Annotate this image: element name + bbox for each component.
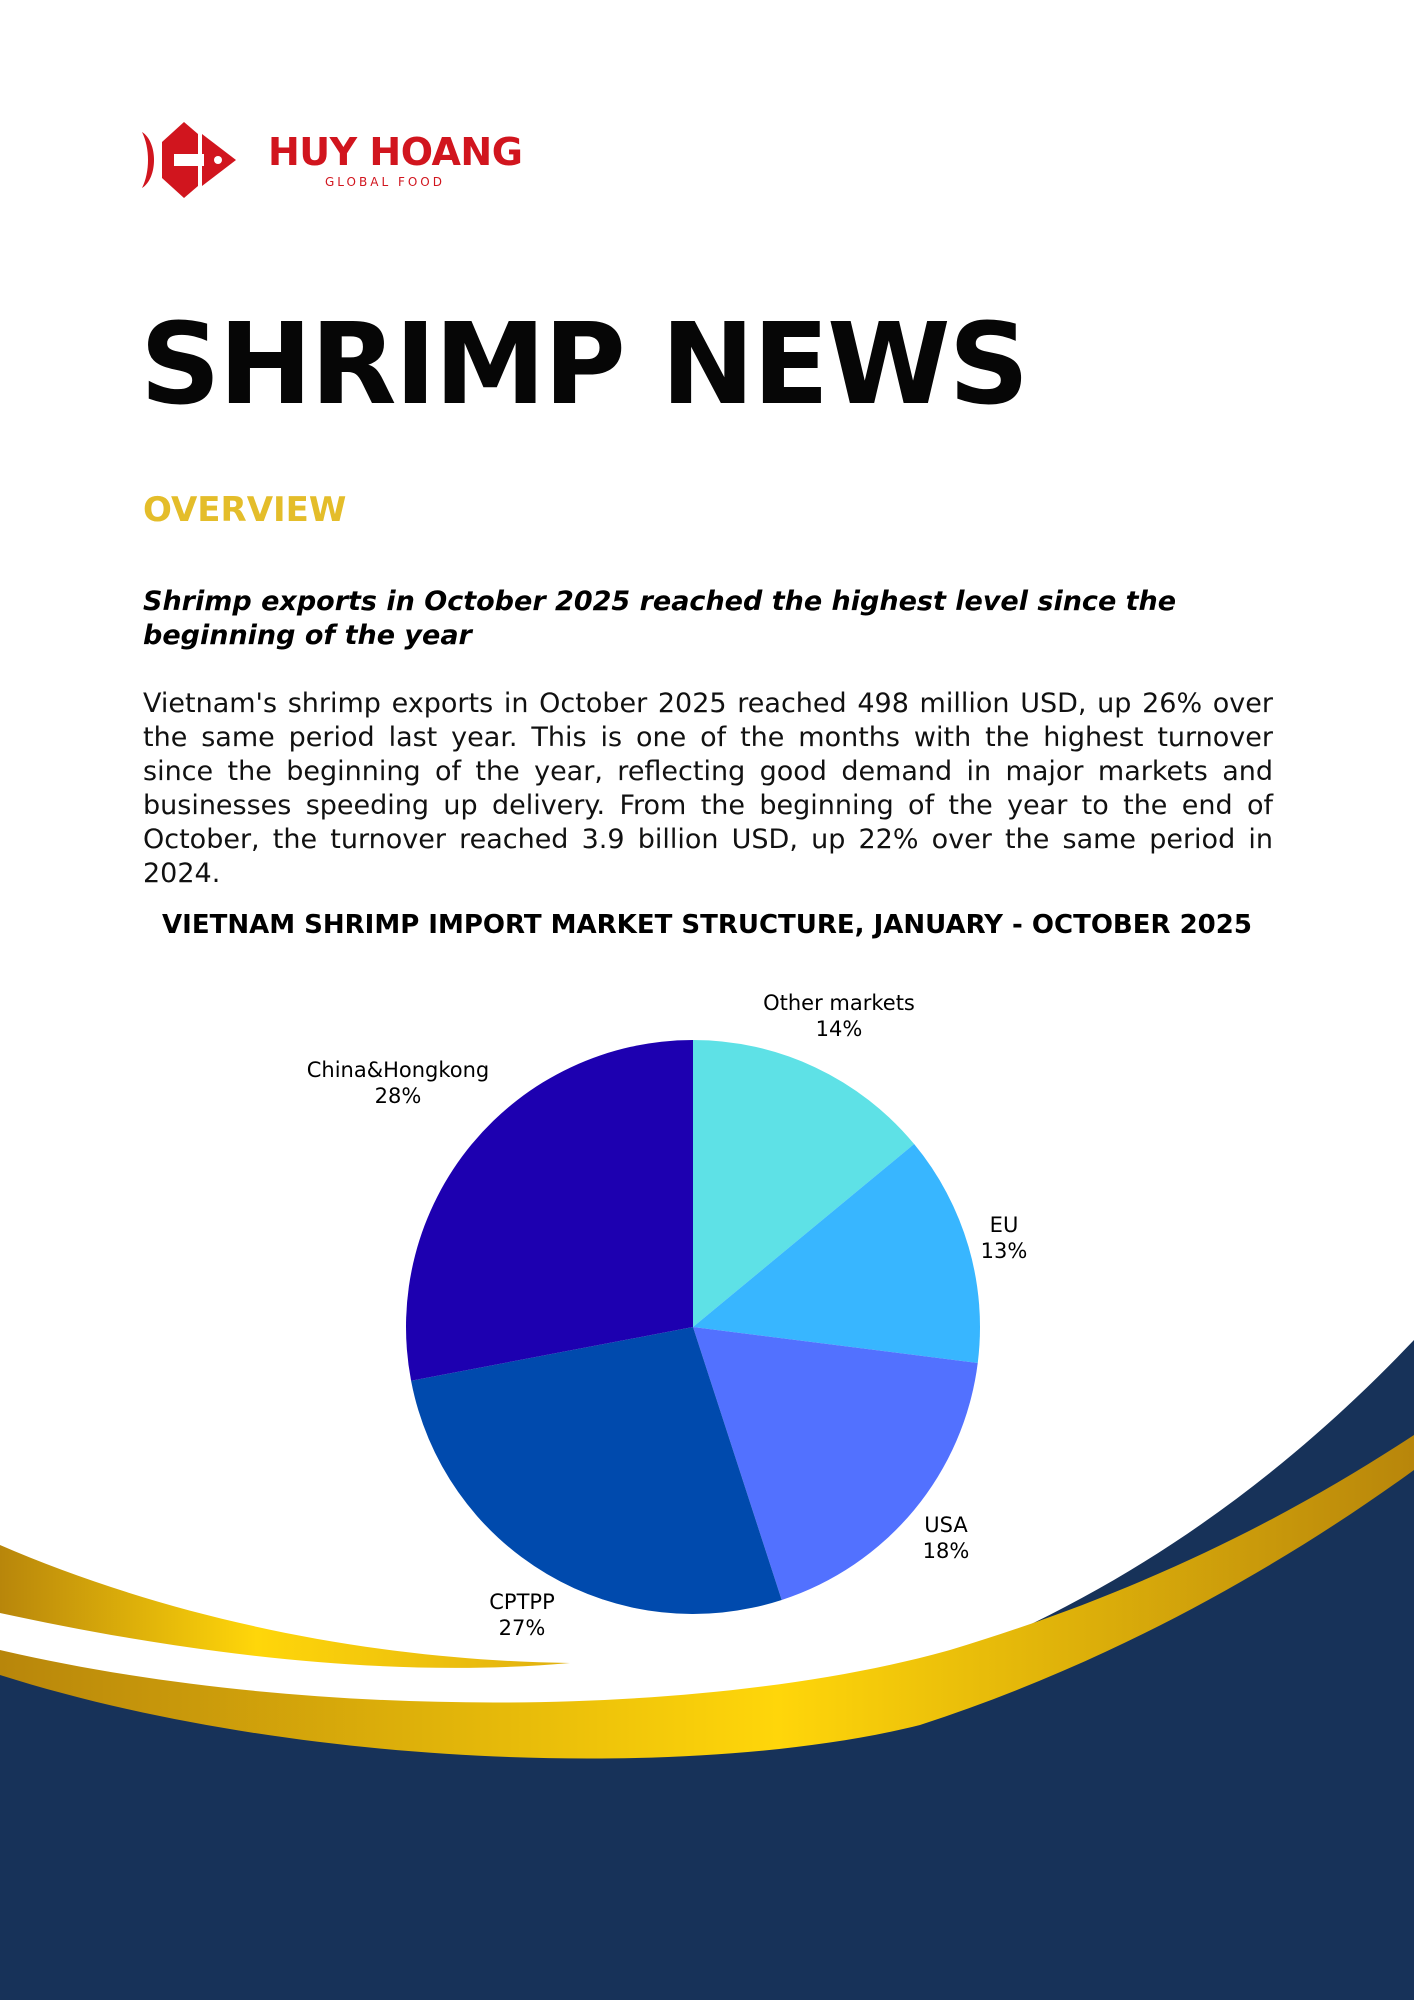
brand-tagline: GLOBAL FOOD bbox=[325, 175, 445, 189]
article-body: Vietnam's shrimp exports in October 2025 reached 498 million USD, up 26% over the same period last year. This is one of the months with the highest turnover since the beginning of the year, reflecting good demand in major markets and businesses speeding up delivery. From the beginning of the year to the end of October, the turnover reached 3.9 billion USD, up 22% over the same period in 2024. bbox=[143, 688, 1273, 889]
section-heading-overview: OVERVIEW bbox=[143, 490, 347, 530]
slice-label-name: USA bbox=[924, 1513, 968, 1537]
slice-label-value: 27% bbox=[498, 1616, 546, 1640]
slice-label-value: 13% bbox=[980, 1239, 1028, 1263]
pie-slice-china-hongkong bbox=[406, 1040, 693, 1381]
slice-label-name: China&Hongkong bbox=[306, 1058, 490, 1082]
slice-label-name: EU bbox=[989, 1213, 1019, 1237]
slice-label-name: Other markets bbox=[763, 991, 915, 1015]
chart-title: VIETNAM SHRIMP IMPORT MARKET STRUCTURE, JANUARY - OCTOBER 2025 bbox=[162, 910, 1252, 940]
slice-label-value: 28% bbox=[374, 1084, 422, 1108]
slice-label-value: 14% bbox=[815, 1017, 863, 1041]
brand-name: HUY HOANG bbox=[268, 130, 523, 174]
slice-label-name: CPTPP bbox=[489, 1590, 555, 1614]
page-title: SHRIMP NEWS bbox=[140, 300, 1028, 430]
article-headline: Shrimp exports in October 2025 reached the highest level since the beginning of the year bbox=[143, 586, 1177, 651]
slice-label-value: 18% bbox=[922, 1539, 970, 1563]
